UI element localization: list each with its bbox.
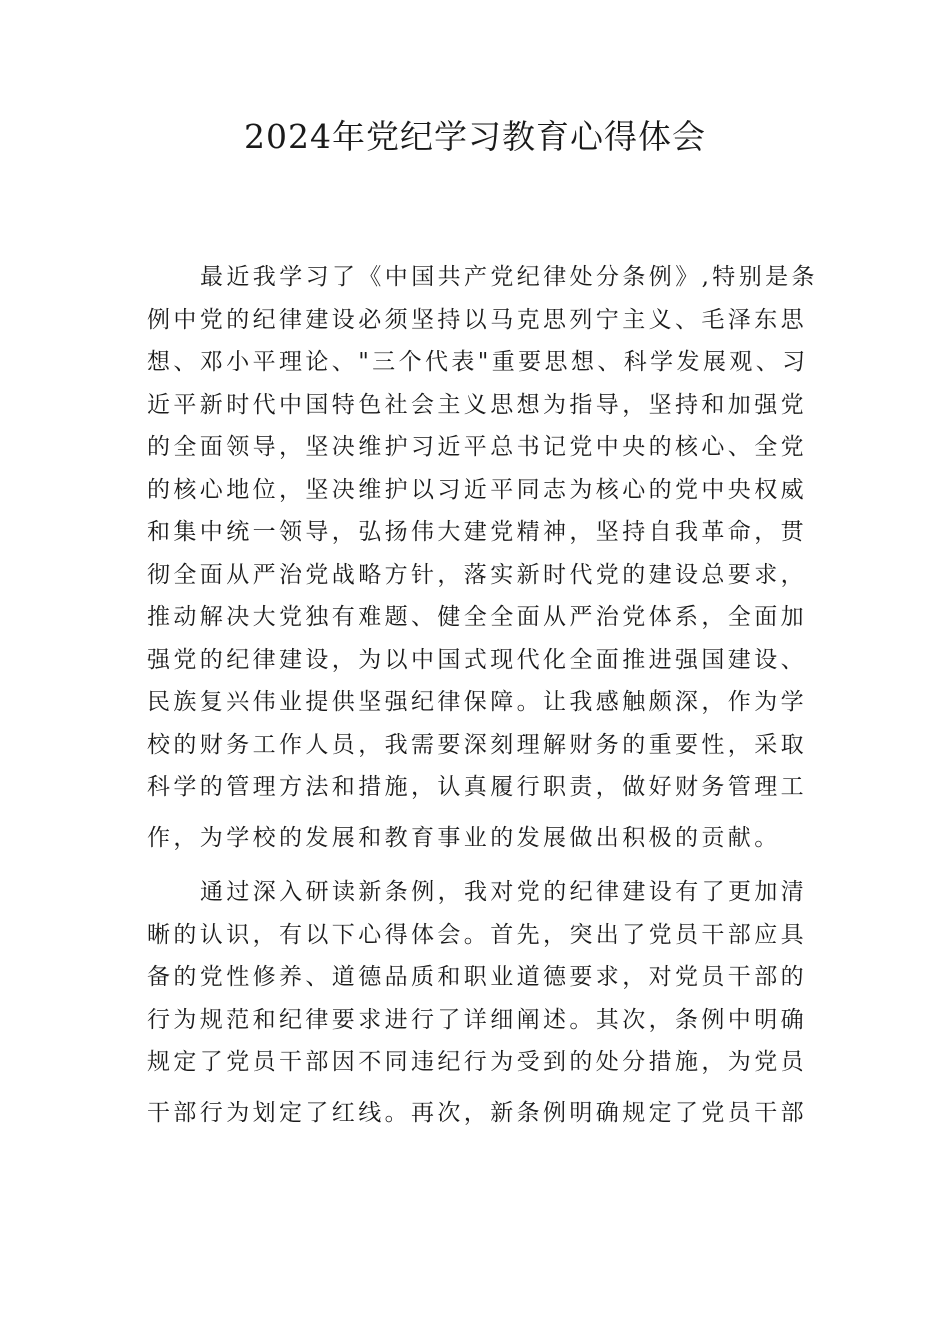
text-line: 推动解决大党独有难题、健全全面从严治党体系，全面加 [147,604,807,630]
paragraph-gap [147,859,803,871]
document-title: 2024年党纪学习教育心得体会 [244,117,706,156]
document-body [147,256,818,1134]
text-line: 民族复兴伟业提供坚强纪律保障。让我感触颇深，作为学 [147,689,807,715]
paragraph-1 [147,256,818,859]
text-line: 作，为学校的发展和教育事业的发展做出积极的贡献。 [147,824,781,851]
text-line: 行为规范和纪律要求进行了详细阐述。其次，条例中明确 [147,1006,807,1033]
text-line: 校的财务工作人员，我需要深刻理解财务的重要性，采取 [147,731,807,758]
text-line: 通过深入研读新条例，我对党的纪律建设有了更加清 [200,879,808,905]
text-line: 的核心地位，坚决维护以习近平同志为核心的党中央权威 [147,476,807,503]
text-line: 科学的管理方法和措施，认真履行职责，做好财务管理工 [147,774,807,800]
text-line: 和集中统一领导，弘扬伟大建党精神，坚持自我革命，贯 [147,519,807,545]
text-line: 晰的认识，有以下心得体会。首先，突出了党员干部应具 [147,921,807,948]
text-line: 最近我学习了《中国共产党纪律处分条例》,特别是条 [200,264,818,290]
text-line: 想、邓小平理论、"三个代表"重要思想、科学发展观、习 [147,349,809,375]
text-line: 近平新时代中国特色社会主义思想为指导，坚持和加强党 [147,391,807,418]
text-line: 备的党性修养、道德品质和职业道德要求，对党员干部的 [147,964,807,990]
text-line: 彻全面从严治党战略方针，落实新时代党的建设总要求， [147,561,807,588]
text-line: 例中党的纪律建设必须坚持以马克思列宁主义、毛泽东思 [147,306,807,333]
text-line: 规定了党员干部因不同违纪行为受到的处分措施，为党员 [147,1049,807,1075]
text-line: 强党的纪律建设，为以中国式现代化全面推进强国建设、 [147,646,807,673]
text-line: 的全面领导，坚决维护习近平总书记党中央的核心、全党 [147,434,807,460]
text-line: 干部行为划定了红线。再次，新条例明确规定了党员干部 [147,1099,807,1126]
paragraph-2 [147,871,808,1134]
